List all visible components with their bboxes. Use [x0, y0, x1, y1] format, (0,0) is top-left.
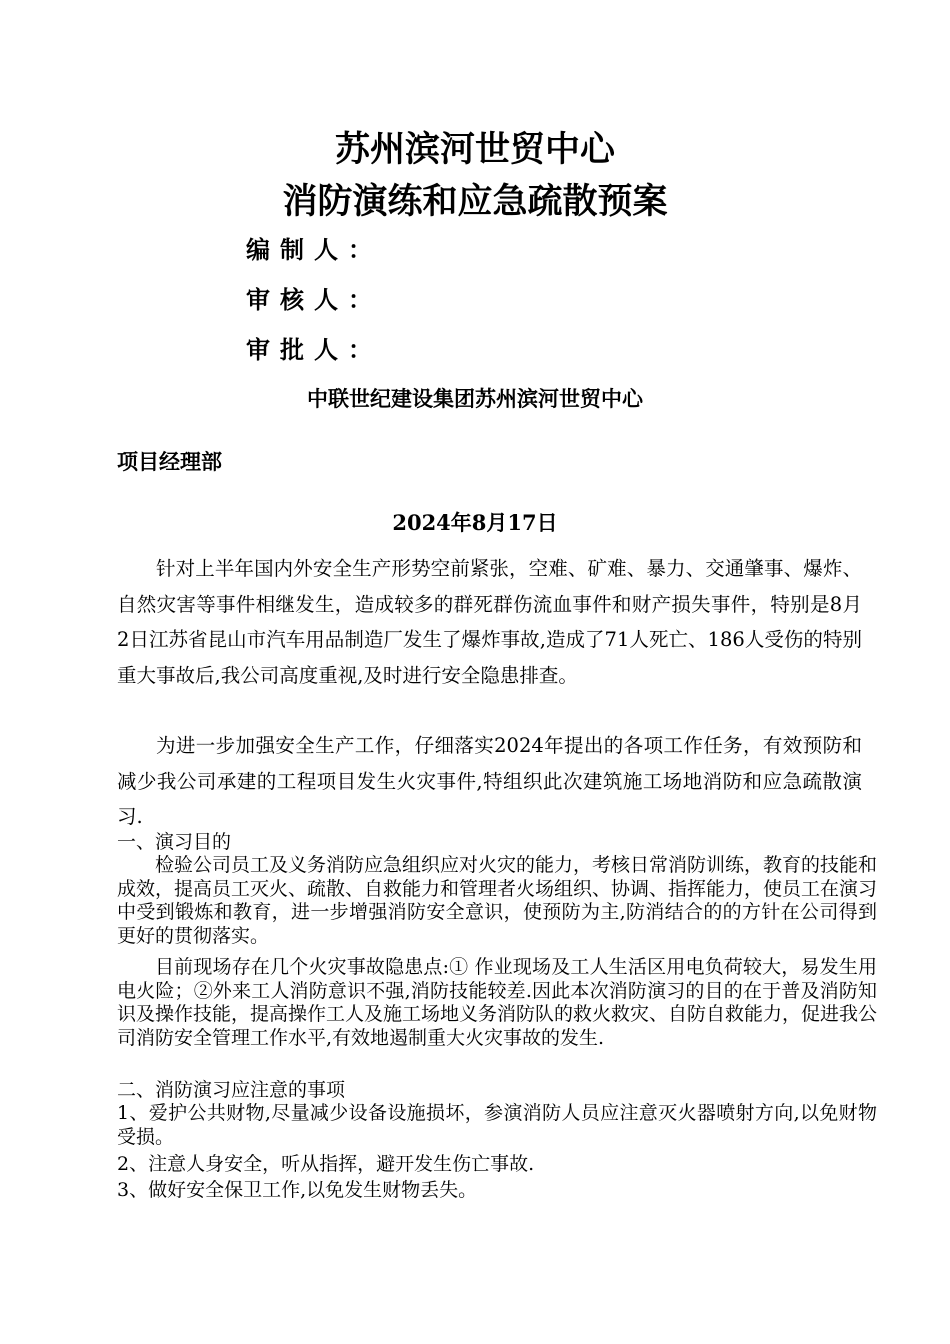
department-name: 项目经理部 [117, 450, 222, 474]
signature-approver [246, 334, 372, 366]
signature-colon: ： [348, 236, 372, 264]
signature-label: 审核人 [246, 286, 348, 314]
section1-heading: 一、演习目的 [117, 831, 232, 853]
section2-item: 2、注意人身安全，听从指挥，避开发生伤亡事故. [117, 1153, 535, 1175]
signature-label: 审批人 [246, 336, 348, 364]
signature-label: 编制人 [246, 236, 348, 264]
section1-paragraph-1: 检验公司员工及义务消防应急组织应对火灾的能力，考核日常消防训练，教育的技能和成效，提高员工灭火、疏散、自救能力和管理者火场组织、协调、指挥能力，使员工在演习中受到锻炼和教育，进一步增强消防安全意识，使预防为主,防消结合的的方针在公司得到更好的贯彻落实。 [117, 854, 878, 947]
signature-compiler [246, 234, 372, 266]
intro-paragraph-1: 针对上半年国内外安全生产形势空前紧张，空难、矿难、暴力、交通肇事、爆炸、自然灾害等事件相继发生，造成较多的群死群伤流血事件和财产损失事件，特别是8月2日江苏省昆山市汽车用品制造厂发生了爆炸事故,造成了71人死亡、186人受伤的特别重大事故后,我公司高度重视,及时进行安全隐患排查。 [117, 557, 862, 687]
signature-colon: ： [348, 336, 372, 364]
document-title-line1: 苏州滨河世贸中心 [334, 130, 615, 170]
intro-paragraph-2: 为进一步加强安全生产工作，仔细落实2024年提出的各项工作任务，有效预防和减少我公司承建的工程项目发生火灾事件,特组织此次建筑施工场地消防和应急疏散演习. [117, 734, 862, 828]
section2-heading: 二、消防演习应注意的事项 [117, 1079, 346, 1101]
section2-item: 3、做好安全保卫工作,以免发生财物丢失。 [117, 1179, 478, 1201]
section2-item: 1、爱护公共财物,尽量减少设备设施损坏，参演消防人员应注意灭火器喷射方向,以免财物受损。 [117, 1102, 877, 1148]
signature-reviewer [246, 284, 372, 316]
signature-colon: ： [348, 286, 372, 314]
document-title-line2: 消防演练和应急疏散预案 [282, 182, 668, 222]
section1-paragraph-2: 目前现场存在几个火灾事故隐患点:① 作业现场及工人生活区用电负荷较大，易发生用电火险；②外来工人消防意识不强,消防技能较差.因此本次消防演习的目的在于普及消防知识及操作技能，提高操作工人及施工场地义务消防队的救火救灾、自防自救能力，促进我公司消防安全管理工作水平,有效地遏制重大火灾事故的发生. [117, 956, 878, 1049]
organization-name: 中联世纪建设集团苏州滨河世贸中心 [307, 387, 643, 411]
document-date: 2024年8月17日 [392, 510, 558, 535]
